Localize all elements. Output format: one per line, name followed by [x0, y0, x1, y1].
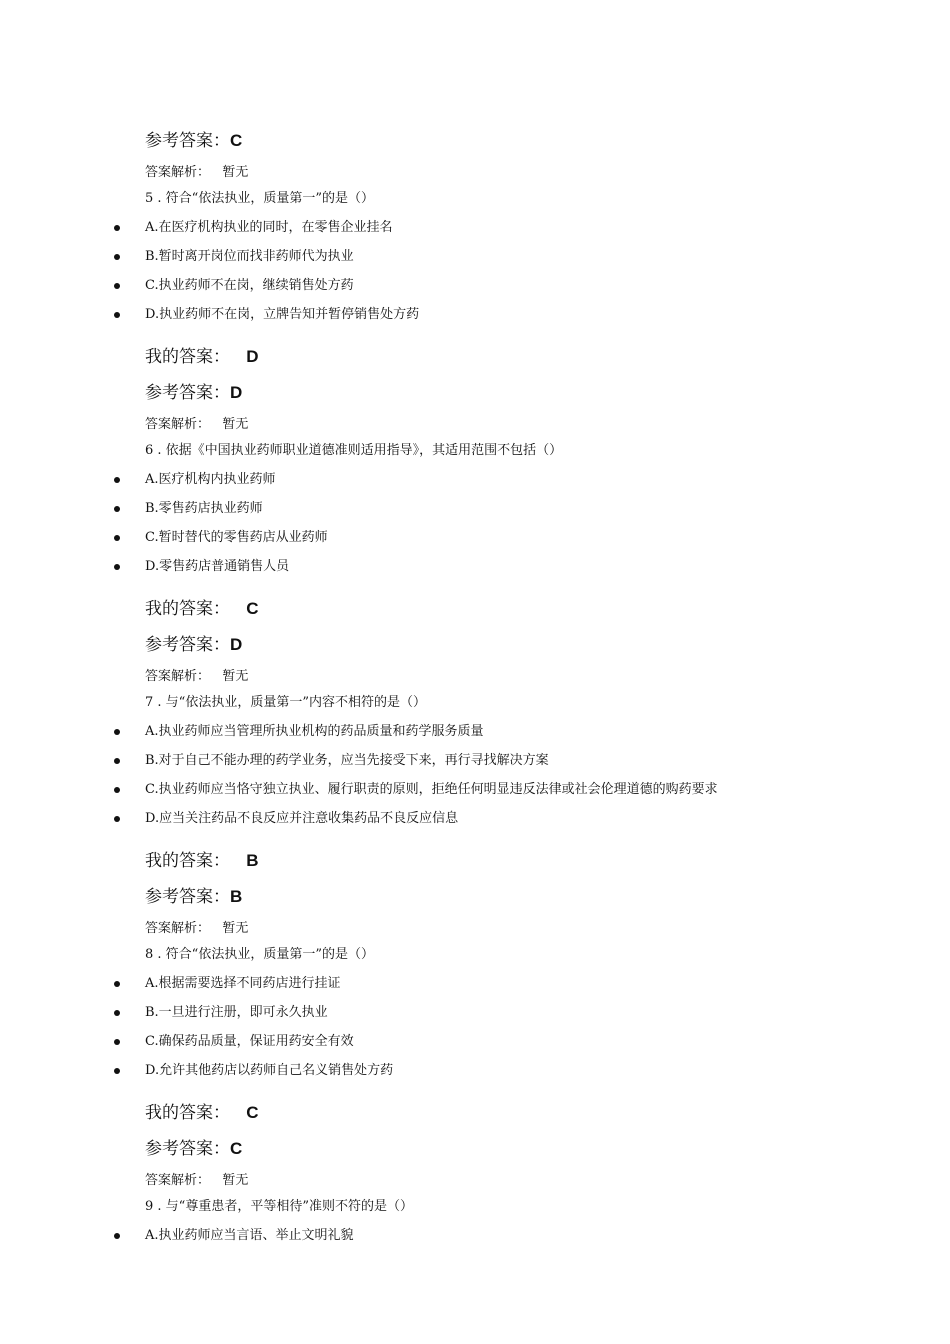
- answer-explanation-label: 答案解析：: [145, 417, 211, 432]
- option-item[interactable]: A.在医疗机构执业的同时，在零售企业挂名: [145, 220, 393, 235]
- option-item[interactable]: B.零售药店执业药师: [145, 501, 263, 516]
- reference-answer-label: 参考答案：: [145, 887, 230, 907]
- bullet-icon: [114, 1233, 120, 1239]
- bullet-icon: [114, 816, 120, 822]
- reference-answer-label: 参考答案：: [145, 383, 230, 403]
- my-answer: [145, 852, 259, 870]
- option-item[interactable]: C.暂时替代的零售药店从业药师: [145, 530, 328, 545]
- bullet-icon: [114, 477, 120, 483]
- reference-answer: [145, 384, 242, 402]
- my-answer-label: 我的答案：: [145, 347, 230, 367]
- option-item[interactable]: B.对于自己不能办理的药学业务，应当先接受下来，再行寻找解决方案: [145, 753, 549, 768]
- option-item[interactable]: D.执业药师不在岗，立牌告知并暂停销售处方药: [145, 307, 420, 322]
- question-text: 9 . 与“尊重患者，平等相待”准则不符的是（）: [145, 1199, 413, 1214]
- my-answer: [145, 348, 259, 366]
- answer-explanation-label: 答案解析：: [145, 165, 211, 180]
- answer-explanation-value: 暂无: [222, 165, 249, 180]
- spacer: [210, 1173, 222, 1188]
- answer-explanation-value: 暂无: [222, 921, 249, 936]
- reference-answer-label: 参考答案：: [145, 131, 230, 151]
- bullet-icon: [114, 254, 120, 260]
- spacer: [210, 417, 222, 432]
- option-item[interactable]: D.应当关注药品不良反应并注意收集药品不良反应信息: [145, 811, 459, 826]
- option-item[interactable]: A.医疗机构内执业药师: [145, 472, 276, 487]
- option-item[interactable]: C.确保药品质量，保证用药安全有效: [145, 1034, 354, 1049]
- reference-answer: [145, 132, 242, 150]
- my-answer-label: 我的答案：: [145, 1103, 230, 1123]
- reference-answer-label: 参考答案：: [145, 1139, 230, 1159]
- bullet-icon: [114, 981, 120, 987]
- bullet-icon: [114, 564, 120, 570]
- bullet-icon: [114, 535, 120, 541]
- answer-explanation-label: 答案解析：: [145, 1173, 211, 1188]
- question-text: 6 . 依据《中国执业药师职业道德准则适用指导》，其适用范围不包括（）: [145, 443, 563, 458]
- bullet-icon: [114, 283, 120, 289]
- answer-explanation: [145, 418, 248, 431]
- option-item[interactable]: C.执业药师应当恪守独立执业、履行职责的原则，拒绝任何明显违反法律或社会伦理道德的购药要求: [145, 782, 718, 797]
- bullet-icon: [114, 787, 120, 793]
- my-answer: [145, 600, 259, 618]
- bullet-icon: [114, 729, 120, 735]
- question-text: 7 . 与“依法执业，质量第一”内容不相符的是（）: [145, 695, 426, 710]
- spacer: [210, 165, 222, 180]
- answer-explanation: [145, 166, 248, 179]
- reference-answer-label: 参考答案：: [145, 635, 230, 655]
- my-answer-label: 我的答案：: [145, 851, 230, 871]
- spacer: [210, 669, 222, 684]
- answer-explanation-value: 暂无: [222, 417, 249, 432]
- my-answer-value: D: [246, 347, 259, 366]
- bullet-icon: [114, 312, 120, 318]
- reference-answer-value: D: [230, 635, 243, 654]
- my-answer: [145, 1104, 259, 1122]
- answer-explanation: [145, 922, 248, 935]
- reference-answer-value: B: [230, 887, 243, 906]
- my-answer-value: C: [246, 599, 259, 618]
- reference-answer: [145, 1140, 242, 1158]
- spacer: [230, 1103, 246, 1123]
- reference-answer-value: C: [230, 131, 243, 150]
- option-item[interactable]: A.根据需要选择不同药店进行挂证: [145, 976, 341, 991]
- option-item[interactable]: D.允许其他药店以药师自己名义销售处方药: [145, 1063, 394, 1078]
- bullet-icon: [114, 225, 120, 231]
- reference-answer-value: D: [230, 383, 243, 402]
- question-text: 5 . 符合“依法执业，质量第一”的是（）: [145, 191, 374, 206]
- spacer: [230, 347, 246, 367]
- spacer: [230, 851, 246, 871]
- my-answer-value: B: [246, 851, 259, 870]
- option-item[interactable]: A.执业药师应当管理所执业机构的药品质量和药学服务质量: [145, 724, 484, 739]
- question-text: 8 . 符合“依法执业，质量第一”的是（）: [145, 947, 374, 962]
- option-item[interactable]: A.执业药师应当言语、举止文明礼貌: [145, 1228, 354, 1243]
- answer-explanation-value: 暂无: [222, 1173, 249, 1188]
- my-answer-value: C: [246, 1103, 259, 1122]
- answer-explanation: [145, 670, 248, 683]
- option-item[interactable]: B.一旦进行注册，即可永久执业: [145, 1005, 328, 1020]
- answer-explanation-label: 答案解析：: [145, 921, 211, 936]
- reference-answer-value: C: [230, 1139, 243, 1158]
- reference-answer: [145, 888, 242, 906]
- bullet-icon: [114, 506, 120, 512]
- answer-explanation-label: 答案解析：: [145, 669, 211, 684]
- option-item[interactable]: D.零售药店普通销售人员: [145, 559, 290, 574]
- spacer: [210, 921, 222, 936]
- bullet-icon: [114, 1010, 120, 1016]
- bullet-icon: [114, 1039, 120, 1045]
- reference-answer: [145, 636, 242, 654]
- answer-explanation: [145, 1174, 248, 1187]
- option-item[interactable]: B.暂时离开岗位而找非药师代为执业: [145, 249, 354, 264]
- option-item[interactable]: C.执业药师不在岗，继续销售处方药: [145, 278, 354, 293]
- bullet-icon: [114, 1068, 120, 1074]
- bullet-icon: [114, 758, 120, 764]
- spacer: [230, 599, 246, 619]
- my-answer-label: 我的答案：: [145, 599, 230, 619]
- answer-explanation-value: 暂无: [222, 669, 249, 684]
